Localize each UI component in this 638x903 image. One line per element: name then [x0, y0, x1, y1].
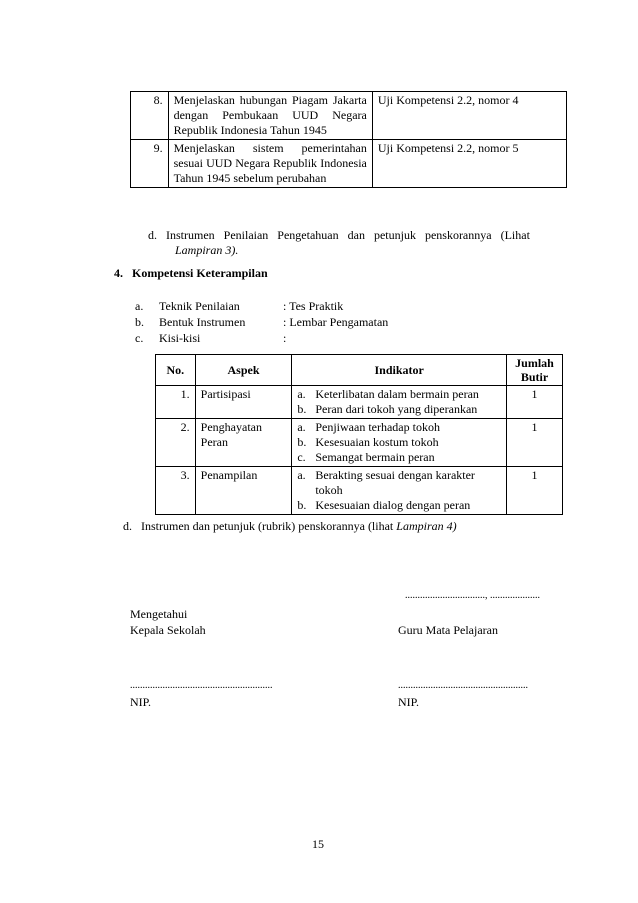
lampiran-reference: Lampiran 3). — [175, 243, 239, 257]
header-indikator: Indikator — [292, 355, 507, 386]
row-indicators — [292, 419, 507, 467]
row-number: 3. — [156, 467, 196, 515]
list-item: b. Kesesuaian dialog dengan peran — [297, 498, 471, 512]
rubric-note — [123, 518, 457, 534]
table-row — [156, 386, 563, 419]
header-no: No. — [156, 355, 196, 386]
row-reference: Uji Kompetensi 2.2, nomor 5 — [372, 140, 566, 188]
table-row — [131, 92, 567, 140]
signature-line-left: ......................................................... — [130, 680, 273, 691]
instrument-note — [148, 227, 568, 243]
page-number: 15 — [312, 837, 324, 851]
list-item: a. Penjiwaan terhadap tokoh — [297, 420, 440, 434]
list-item: b. Bentuk Instrumen : Lembar Pengamatan — [135, 315, 389, 329]
section-heading: 4. Kompetensi Keterampilan — [114, 266, 268, 280]
table-row — [131, 140, 567, 188]
table-header-row — [156, 355, 563, 386]
instrument-note-text: Instrumen Penilaian Pengetahuan dan petunjuk penskorannya (Lihat — [166, 228, 530, 242]
list-item: a. Keterlibatan dalam bermain peran — [297, 387, 479, 401]
item-marker: d. — [148, 228, 157, 242]
list-item: c. Kisi-kisi : — [135, 331, 287, 345]
list-item: c. Semangat bermain peran — [297, 450, 435, 464]
date-placeholder: ................................, .................... — [405, 590, 540, 601]
table-row — [156, 419, 563, 467]
nip-left: NIP. — [130, 695, 152, 709]
row-number: 9. — [131, 140, 169, 188]
rubric-note-text: Instrumen dan petunjuk (rubrik) penskorannya (lihat — [141, 519, 394, 533]
row-number: 8. — [131, 92, 169, 140]
row-aspek: Partisipasi — [195, 386, 292, 419]
list-item: a. Berakting sesuai dengan karakter tokoh — [297, 468, 475, 497]
row-number: 1. — [156, 386, 196, 419]
header-aspek: Aspek — [195, 355, 292, 386]
kisi-kisi-keterampilan-table — [155, 354, 563, 515]
list-item: b. Kesesuaian kostum tokoh — [297, 435, 439, 449]
row-indicators — [292, 467, 507, 515]
row-jumlah: 1 — [507, 467, 563, 515]
row-reference: Uji Kompetensi 2.2, nomor 4 — [372, 92, 566, 140]
row-jumlah: 1 — [507, 386, 563, 419]
item-marker: d. — [123, 519, 132, 533]
signature-line-right: .................................................... — [398, 680, 528, 691]
signature-label-kepala-sekolah: Kepala Sekolah — [130, 623, 206, 637]
row-aspek: Penghayatan Peran — [195, 419, 292, 467]
row-jumlah: 1 — [507, 419, 563, 467]
signature-label-mengetahui: Mengetahui — [130, 607, 188, 621]
row-indicators — [292, 386, 507, 419]
signature-label-guru: Guru Mata Pelajaran — [398, 623, 498, 637]
row-aspek: Penampilan — [195, 467, 292, 515]
list-item: b. Peran dari tokoh yang diperankan — [297, 402, 478, 416]
lampiran-reference: Lampiran 4) — [396, 519, 457, 533]
row-indicator: Menjelaskan hubungan Piagam Jakarta dengan Pembukaan UUD Negara Republik Indonesia Tahun 1945 — [168, 92, 372, 140]
kisi-kisi-pengetahuan-table — [130, 91, 567, 188]
table-row — [156, 467, 563, 515]
list-item: a. Teknik Penilaian : Tes Praktik — [135, 299, 344, 313]
row-number: 2. — [156, 419, 196, 467]
row-indicator: Menjelaskan sistem pemerintahan sesuai UUD Negara Republik Indonesia Tahun 1945 sebelum perubahan — [168, 140, 372, 188]
nip-right: NIP. — [398, 695, 420, 709]
assessment-details — [135, 298, 388, 346]
header-jumlah-butir: Jumlah Butir — [507, 355, 563, 386]
